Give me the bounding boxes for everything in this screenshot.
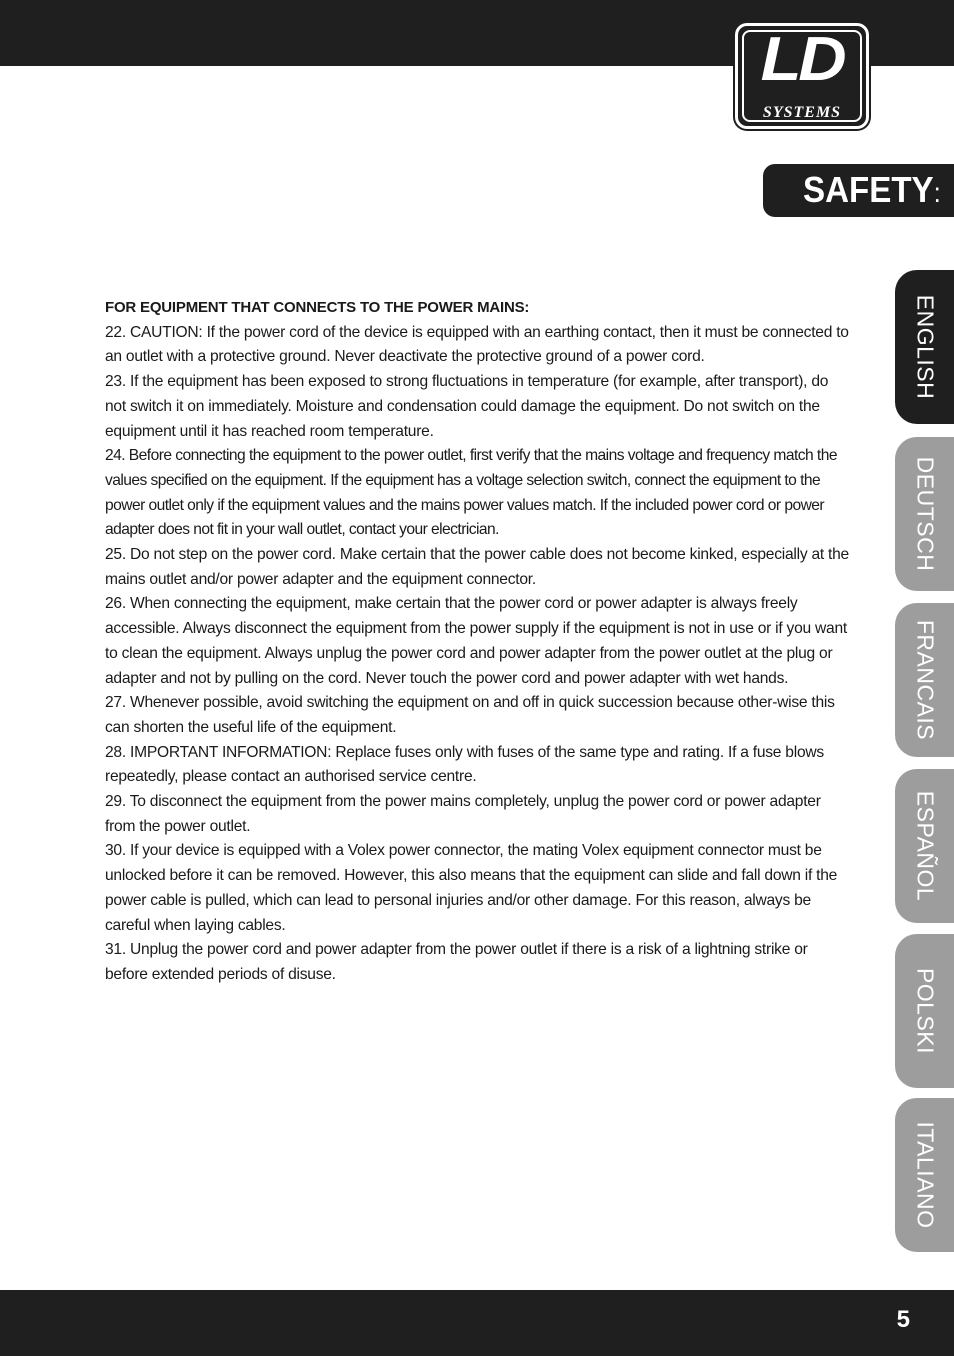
safety-item-26: 26. When connecting the equipment, make certain that the power cord or power adapter is always freely accessible. Always disconnect the equipment from the power supply if the equipment is not in use or if you want to clean the equipment. Always unplug the power cord and power adapter from the power outlet at the plug or adapter and not by pulling on the cord. Never touch the power cord and power adapter with wet hands. [105,595,847,687]
tab-polski[interactable] [895,934,954,1088]
tab-deutsch[interactable] [895,437,954,591]
section-title-colon: : [933,177,941,208]
section-title [803,170,941,213]
section-header [763,164,954,217]
tab-francais[interactable] [895,603,954,757]
safety-item-22: 22. CAUTION: If the power cord of the device is equipped with an earthing contact, then it must be connected to an outlet with a protective ground. Never deactivate the protective ground of a power cord. [105,323,849,366]
tab-espanol-label: ESPAÑOL [912,790,938,902]
safety-item-27: 27. Whenever possible, avoid switching the equipment on and off in quick succession because other-wise this can shorten the useful life of the equipment. [105,694,835,736]
safety-item-23: 23. If the equipment has been exposed to strong fluctuations in temperature (for example, after transport), do not switch it on immediately. Moisture and condensation could damage the equipment. Do not switch on the equipment until it has reached room temperature. [105,373,829,440]
tab-italiano-label: ITALIANO [912,1121,938,1229]
tab-english-label: ENGLISH [912,294,938,400]
safety-item-24: 24. Before connecting the equipment to the power outlet, first verify that the mains voltage and frequency match the values specified on the equipment. If the equipment has a voltage selection switch, connect the equipment to the power outlet only if the equipment values and the mains power values match. If the included power cord or power adapter does not fit in your wall outlet, contact your electrician. [105,447,837,539]
logo-main-text: LD [760,25,844,94]
tab-francais-label: FRANCAIS [912,619,938,741]
safety-item-31: 31. Unplug the power cord and power adapter from the power outlet if there is a risk of a lightning strike or before extended periods of disuse. [105,941,808,983]
bottom-bar [0,1290,954,1356]
tab-polski-label: POLSKI [912,967,938,1055]
safety-item-25: 25. Do not step on the power cord. Make certain that the power cable does not become kinked, especially at the mains outlet and/or power adapter and the equipment connector. [105,546,849,588]
tab-italiano[interactable] [895,1098,954,1252]
content-heading: FOR EQUIPMENT THAT CONNECTS TO THE POWER MAINS: [105,299,530,316]
safety-content [105,296,851,988]
logo-sub-text: SYSTEMS [762,104,842,121]
safety-item-28: 28. IMPORTANT INFORMATION: Replace fuses only with fuses of the same type and rating. If a fuse blows repeatedly, please contact an authorised service centre. [105,743,824,786]
page-number: 5 [896,1306,910,1333]
tab-deutsch-label: DEUTSCH [912,456,938,572]
ld-systems-logo [735,23,869,129]
tab-espanol[interactable] [895,769,954,923]
safety-item-29: 29. To disconnect the equipment from the power mains completely, unplug the power cord or power adapter from the power outlet. [105,793,821,835]
section-title-text: SAFETY [803,169,934,210]
safety-item-30: 30. If your device is equipped with a Volex power connector, the mating Volex equipment connector must be unlocked before it can be removed. However, this also means that the equipment can slide and fall down if the power cable is pulled, which can lead to personal injuries and/or other damage. For this reason, always be careful when laying cables. [105,842,838,934]
tab-english[interactable] [895,270,954,424]
